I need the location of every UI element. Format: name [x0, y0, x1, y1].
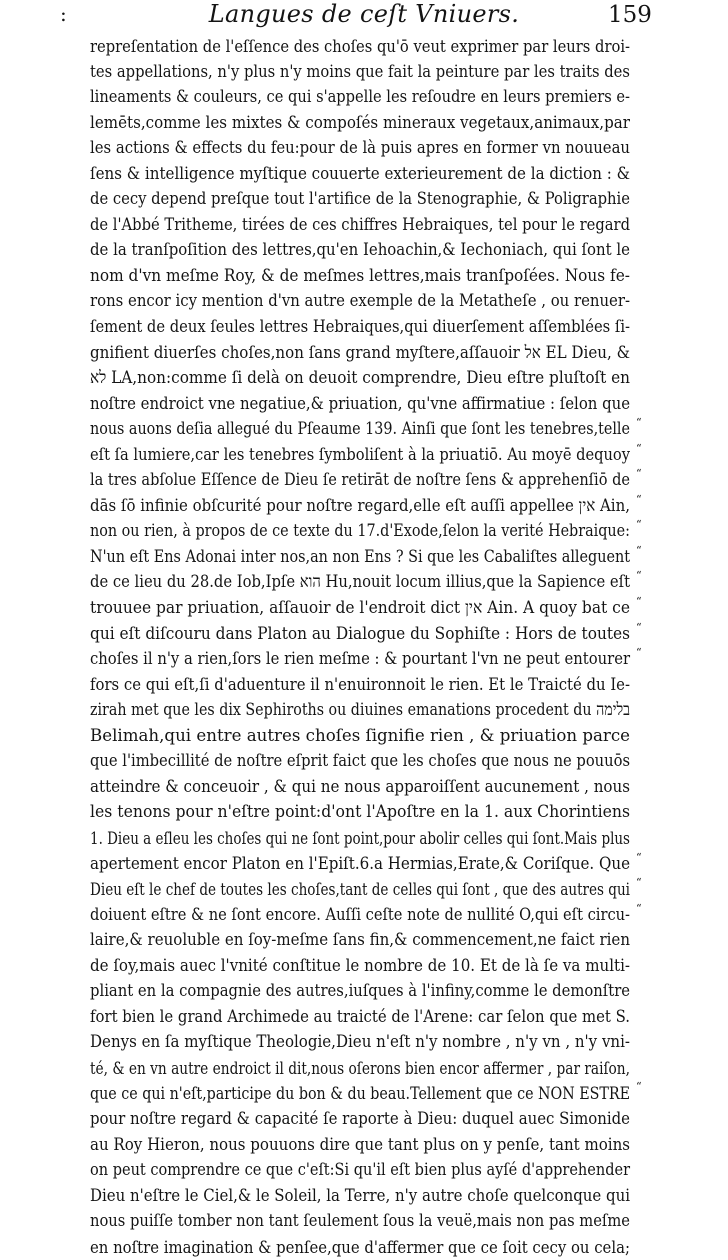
margin-slot	[636, 1030, 656, 1056]
text-line: rons encor icy mention d'vn autre exemple de la Metatheſe , ou renuer-	[90, 291, 630, 312]
margin-quote-mark: “	[636, 569, 642, 583]
margin-slot	[636, 954, 656, 980]
text-line: doiuent eſtre & ne ſont encore. Auſſi ceſte note de nullité O,qui eſt circu-	[90, 904, 631, 925]
margin-slot	[636, 519, 656, 545]
margin-slot	[636, 213, 656, 239]
margin-slot	[636, 852, 656, 878]
margin-slot	[636, 673, 656, 699]
text-line: Denys en ſa myſtique Theologie,Dieu n'eſt n'y nombre , n'y vn , n'y vni-	[90, 1032, 631, 1053]
text-line: Dieu eſt le chef de toutes les choſes,tant de celles qui ſont , que des autres qui	[90, 880, 631, 900]
text-line: la tres abſolue Eſſence de Dieu ſe retirāt de noſtre ſens & apprehenſiō de	[90, 470, 630, 491]
margin-slot	[636, 928, 656, 954]
margin-quote-mark: “	[636, 620, 642, 634]
text-line: laire,& reuoluble en ſoy-meſme ſans fin,& commencement,ne faict rien	[90, 930, 631, 951]
text-line: Belimah,qui entre autres choſes ſignifie rien , & priuation parce	[90, 725, 631, 746]
margin-quote-mark: “	[636, 518, 642, 532]
text-line: fort bien le grand Archimede au traicté de l'Arene: car ſelon que met S.	[90, 1006, 630, 1027]
margin-quote-mark: “	[636, 492, 642, 506]
text-line: non ou rien, à propos de ce texte du 17.d'Exode,ſelon la verité Hebraique:	[90, 521, 630, 542]
text-line: zirah met que les dix Sephiroths ou diuines emanations procedent du בלימה	[90, 700, 630, 721]
text-line: que ce qui n'eſt,participe du bon & du beau.Tellement que ce NON ESTRE	[90, 1084, 631, 1104]
margin-slot	[636, 1158, 656, 1184]
text-line: nous puiſſe tomber non tant ſeulement ſous la veuë,mais non pas meſme	[90, 1211, 630, 1232]
margin-slot	[636, 443, 656, 469]
text-line: té, & en vn autre endroict il dit,nous oſerons bien encor affermer , par raiſon,	[90, 1058, 630, 1078]
text-line: nom d'vn meſme Roy, & de meſmes lettres,mais tranſpoſées. Nous fe-	[90, 265, 630, 286]
page-number: 159	[608, 2, 652, 28]
body-text	[90, 34, 630, 1260]
text-line: atteindre & conceuoir , & qui ne nous apparoiſſent aucunement , nous	[90, 776, 631, 797]
text-line: ſement de deux ſeules lettres Hebraiques,qui diuerſement aſſemblées ſi-	[90, 317, 631, 338]
margin-slot	[636, 570, 656, 596]
running-head: Langues de ceſt Vniuers.	[208, 0, 520, 28]
margin-slot	[636, 1107, 656, 1133]
text-line: Dieu n'eſtre le Ciel,& le Soleil, la Terre, n'y autre choſe quelconque qui	[90, 1185, 631, 1206]
margin-slot	[636, 315, 656, 341]
text-line: noſtre endroict vne negatiue,& priuation, qu'vne affirmatiue : ſelon que	[90, 393, 630, 414]
margin-slot	[636, 60, 656, 86]
text-line: לא LA,non:comme ſi delà on deuoit comprendre, Dieu eſtre pluſtoſt en	[90, 368, 631, 389]
text-line: N'un eſt Ens Adonai inter nos,an non Ens ? Si que les Cabaliſtes alleguent	[90, 546, 631, 567]
margin-slot	[636, 800, 656, 826]
margin-quote-mark: “	[636, 543, 642, 557]
text-line: au Roy Hieron, nous pouuons dire que tant plus on y penſe, tant moins	[90, 1134, 631, 1155]
margin-slot	[636, 877, 656, 903]
text-line: eſt ſa lumiere,car les tenebres ſymboliſent à la priuatiō. Au moyē dequoy	[90, 444, 631, 465]
margin-slot	[636, 1209, 656, 1235]
text-line: les tenons pour n'eſtre point:d'ont l'Apoſtre en la 1. aux Chorintiens	[90, 802, 630, 823]
margin-slot	[636, 622, 656, 648]
margin-slot	[636, 826, 656, 852]
margin-slot	[636, 85, 656, 111]
margin-slot	[636, 545, 656, 571]
text-line: choſes il n'y a rien,ſors le rien meſme : & pourtant l'vn ne peut entourer	[90, 649, 631, 670]
margin-slot	[636, 775, 656, 801]
margin-slot	[636, 1133, 656, 1159]
text-line: de cecy depend preſque tout l'artifice de la Stenographie, & Poligraphie	[90, 189, 630, 210]
text-line: de ce lieu du 28.de Iob,Ipſe הוא Hu,nouit locum illius,que la Sapience eſt	[90, 572, 631, 593]
margin-slot	[636, 341, 656, 367]
text-line: tes appellations, n'y plus n'y moins que fait la peinture par les traits des	[90, 61, 630, 82]
text-line: apertement encor Platon en l'Epiſt.6.a Hermias,Erate,& Coriſque. Que	[90, 853, 631, 874]
text-line: 1. Dieu a eſleu les choſes qui ne ſont point,pour abolir celles qui ſont.Mais plus	[90, 828, 630, 848]
margin-slot	[636, 111, 656, 137]
margin-slot	[636, 647, 656, 673]
text-line: trouuee par priuation, aſſauoir de l'endroit dict אין Ain. A quoy bat ce	[90, 598, 630, 619]
margin-quote-mark: “	[636, 901, 642, 915]
text-line: de la tranſpoſition des lettres,qu'en Iehoachin,& Iechoniach, qui ſont le	[90, 240, 630, 261]
margin-quote-mark: “	[636, 441, 642, 455]
margin-quote-marks	[636, 34, 656, 1260]
margin-slot	[636, 903, 656, 929]
margin-slot	[636, 979, 656, 1005]
margin-slot	[636, 1005, 656, 1031]
text-line: ſens & intelligence myſtique couuerte exterieurement de la diction : &	[90, 163, 631, 184]
text-line: repreſentation de l'eſſence des choſes qu'ō veut exprimer par leurs droi-	[90, 36, 631, 56]
margin-slot	[636, 698, 656, 724]
margin-slot	[636, 749, 656, 775]
margin-slot	[636, 238, 656, 264]
text-line: qui eſt diſcouru dans Platon au Dialogue du Sophiſte : Hors de toutes	[90, 623, 631, 644]
margin-quote-mark: “	[636, 876, 642, 890]
margin-slot	[636, 468, 656, 494]
margin-slot	[636, 136, 656, 162]
margin-slot	[636, 34, 656, 60]
margin-quote-mark: “	[636, 595, 642, 609]
margin-quote-mark: “	[636, 416, 642, 430]
text-line: lemēts,comme les mixtes & compoſés mineraux vegetaux,animaux,par	[90, 112, 630, 133]
margin-slot	[636, 1081, 656, 1107]
text-line: fors ce qui eſt,ſi d'aduenture il n'enuironnoit le rien. Et le Traicté du Ie-	[90, 674, 630, 695]
margin-quote-mark: “	[636, 467, 642, 481]
margin-slot	[636, 417, 656, 443]
margin-slot	[636, 1184, 656, 1210]
margin-slot	[636, 596, 656, 622]
text-line: lineaments & couleurs, ce qui s'appelle les reſoudre en leurs premiers e-	[90, 87, 630, 108]
text-line: pliant en la compagnie des autres,iuſques à l'infiny,comme le demonſtre	[90, 981, 631, 1002]
text-line: nous auons deſia allegué du Pſeaume 139. Ainſi que ſont les tenebres,telle	[90, 419, 630, 440]
margin-slot	[636, 289, 656, 315]
margin-slot	[636, 1056, 656, 1082]
text-line: les actions & effects du feu:pour de là puis apres en former vn nouueau	[90, 138, 630, 159]
text-line: que l'imbecillité de noſtre eſprit faict que les choſes que nous ne pouuōs	[90, 751, 631, 772]
margin-quote-mark: “	[636, 646, 642, 660]
text-line: de ſoy,mais auec l'vnité conſtitue le nombre de 10. Et de là ſe va multi-	[90, 955, 630, 976]
margin-slot	[636, 1235, 656, 1260]
margin-quote-mark: “	[636, 1080, 642, 1094]
margin-slot	[636, 366, 656, 392]
text-line: on peut comprendre ce que c'eſt:Si qu'il eſt bien plus ayſé d'apprehender	[90, 1160, 631, 1181]
margin-slot	[636, 187, 656, 213]
text-line: gnifient diuerſes choſes,non ſans grand myſtere,aſſauoir אל EL Dieu, &	[90, 342, 630, 363]
margin-quote-mark: “	[636, 850, 642, 864]
text-line: pour noſtre regard & capacité ſe raporte à Dieu: duquel auec Simonide	[90, 1108, 631, 1129]
margin-slot	[636, 724, 656, 750]
page-mark: :	[60, 2, 67, 26]
text-line: dās ſō infinie obſcurité pour noſtre regard,elle eſt auſſi appellee אין Ain,	[90, 495, 630, 516]
text-line: de l'Abbé Tritheme, tirées de ces chiffres Hebraiques, tel pour le regard	[90, 214, 631, 235]
margin-slot	[636, 494, 656, 520]
margin-slot	[636, 392, 656, 418]
text-line: en noſtre imagination & penſee,que d'affermer que ce ſoit cecy ou cela;	[90, 1237, 630, 1257]
margin-slot	[636, 264, 656, 290]
margin-slot	[636, 162, 656, 188]
